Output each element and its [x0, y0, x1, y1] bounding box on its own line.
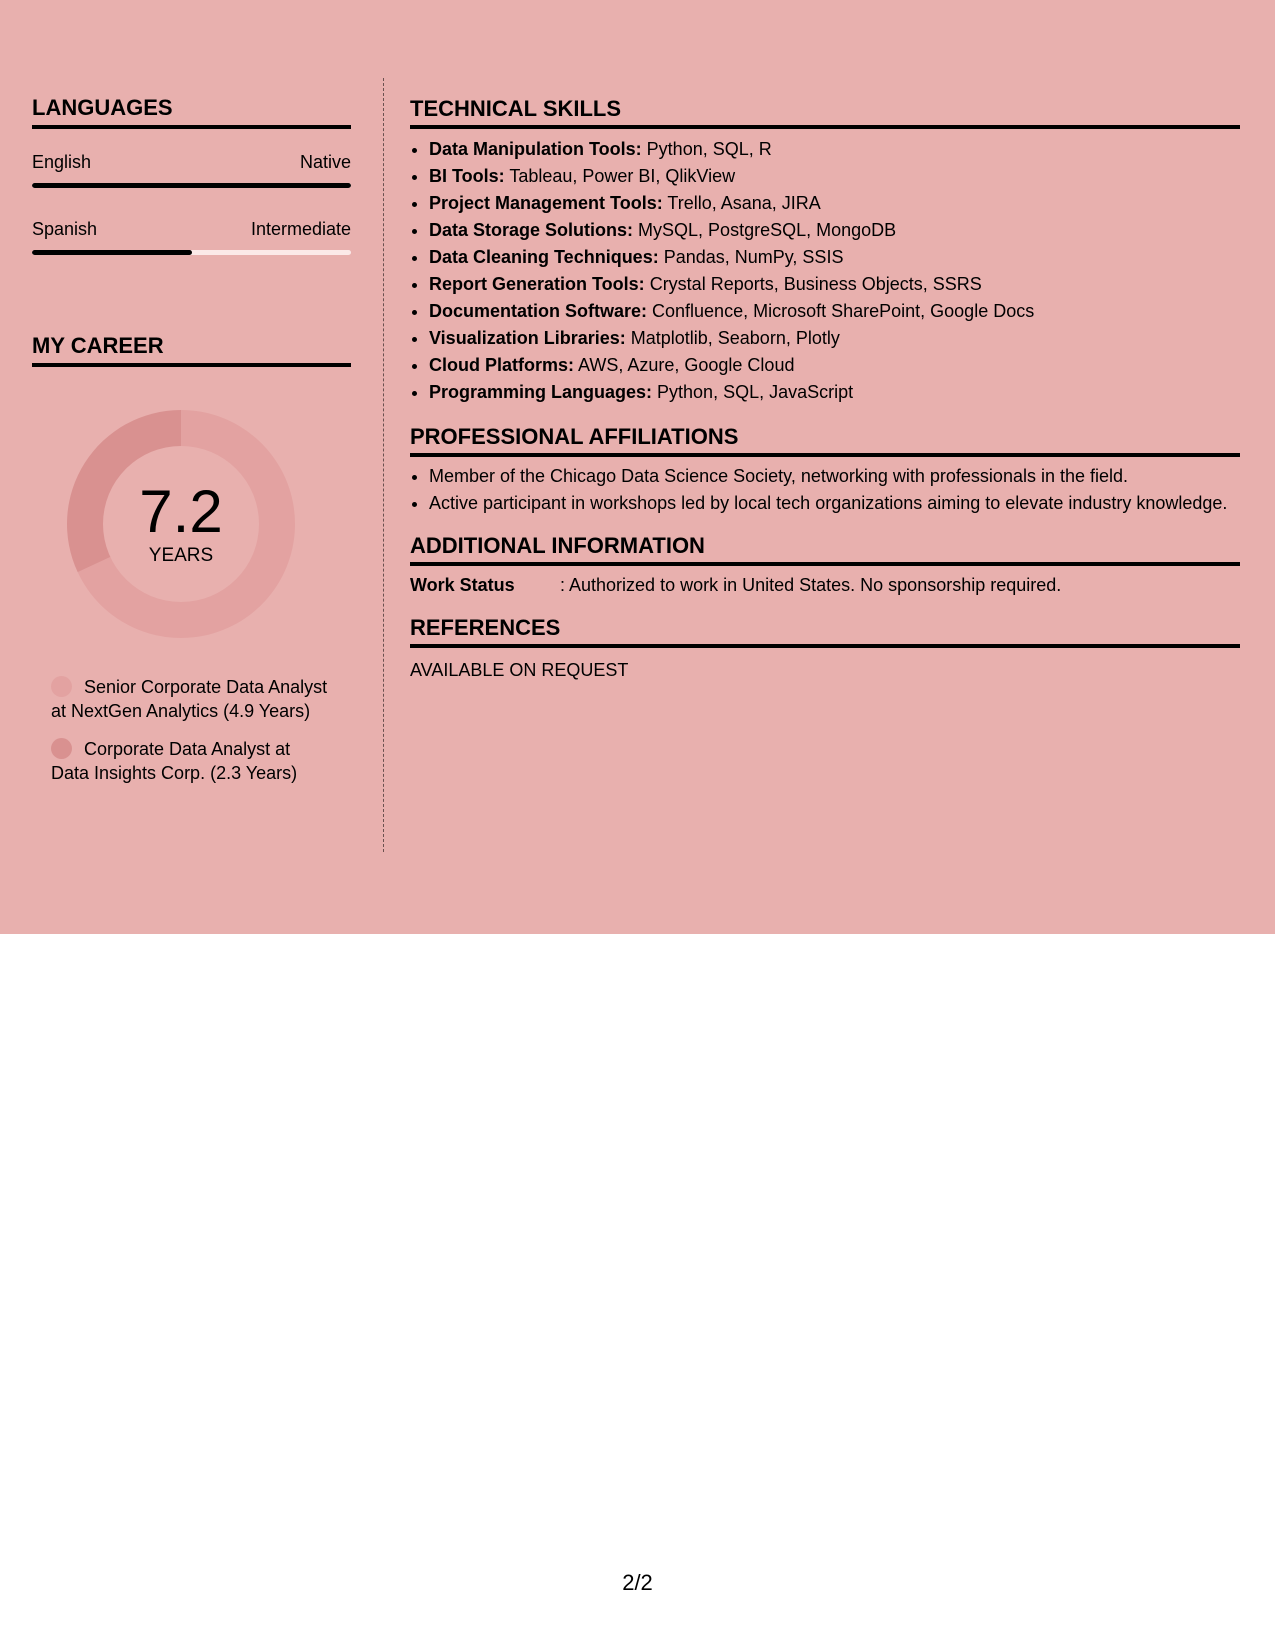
- column-divider: [383, 78, 384, 852]
- career-heading: MY CAREER: [32, 333, 351, 367]
- skill-item: [429, 379, 1240, 406]
- work-status-label: Work Status: [410, 575, 515, 595]
- skill-item: [429, 190, 1240, 217]
- skill-value: Trello, Asana, JIRA: [662, 193, 821, 213]
- skill-label: Documentation Software:: [429, 301, 648, 321]
- skill-label: Programming Languages:: [429, 382, 653, 402]
- work-status-value: : Authorized to work in United States. No sponsorship required.: [560, 575, 1062, 595]
- career-legend: [51, 675, 331, 785]
- skill-item: [429, 136, 1240, 163]
- skill-value: Python, SQL, JavaScript: [652, 382, 854, 402]
- career-section: [32, 333, 351, 785]
- additional-info-section: [410, 533, 1240, 597]
- skill-label: Data Manipulation Tools:: [429, 139, 642, 159]
- right-column: [410, 96, 1240, 700]
- additional-info-heading: ADDITIONAL INFORMATION: [410, 533, 1240, 566]
- skills-section: [410, 96, 1240, 406]
- skill-label: Report Generation Tools:: [429, 274, 645, 294]
- affiliations-heading: PROFESSIONAL AFFILIATIONS: [410, 424, 1240, 457]
- references-section: [410, 615, 1240, 682]
- skills-heading: TECHNICAL SKILLS: [410, 96, 1240, 129]
- career-total-unit: YEARS: [148, 545, 214, 566]
- skill-label: Data Storage Solutions:: [429, 220, 634, 240]
- left-column: [32, 95, 351, 799]
- skill-item: [429, 271, 1240, 298]
- legend-item: [51, 675, 331, 723]
- skill-value: Tableau, Power BI, QlikView: [504, 166, 736, 186]
- skill-value: Pandas, NumPy, SSIS: [658, 247, 844, 267]
- languages-heading: LANGUAGES: [32, 95, 351, 129]
- language-level: Intermediate: [250, 219, 351, 239]
- career-donut-chart: [66, 409, 296, 639]
- legend-item: [51, 737, 331, 785]
- skill-value: Crystal Reports, Business Objects, SSRS: [644, 274, 982, 294]
- skill-label: Project Management Tools:: [429, 193, 663, 213]
- language-proficiency-fill: [32, 183, 351, 188]
- language-proficiency-fill: [32, 250, 192, 255]
- skill-item: [429, 298, 1240, 325]
- legend-label: Senior Corporate Data Analyst at NextGen Analytics (4.9 Years): [51, 677, 328, 721]
- legend-dot-icon: [51, 738, 72, 759]
- skill-item: [429, 163, 1240, 190]
- work-status-row: [410, 573, 1240, 597]
- affiliations-list: [410, 464, 1240, 515]
- skills-list: [410, 136, 1240, 406]
- language-name: Spanish: [32, 219, 98, 239]
- references-heading: REFERENCES: [410, 615, 1240, 648]
- affiliation-item: • Active participant in workshops led by local tech organizations aiming to elevate industry knowledge.: [429, 491, 1240, 515]
- language-item-spanish: [32, 218, 351, 255]
- donut-center-label: [66, 409, 296, 639]
- skill-item: [429, 352, 1240, 379]
- language-row: [32, 218, 351, 240]
- skill-value: Matplotlib, Seaborn, Plotly: [625, 328, 840, 348]
- language-proficiency-bar: [32, 250, 351, 255]
- page-number: 2/2: [622, 1570, 653, 1595]
- skill-item: [429, 244, 1240, 271]
- skill-label: Cloud Platforms:: [429, 355, 575, 375]
- skill-label: Data Cleaning Techniques:: [429, 247, 659, 267]
- language-name: English: [32, 152, 92, 172]
- skill-value: AWS, Azure, Google Cloud: [574, 355, 795, 375]
- career-total-value: 7.2: [139, 478, 223, 545]
- language-row: [32, 151, 351, 173]
- references-text: AVAILABLE ON REQUEST: [410, 660, 629, 680]
- skill-label: Visualization Libraries:: [429, 328, 626, 348]
- legend-label: Corporate Data Analyst at Data Insights Corp. (2.3 Years): [51, 739, 298, 783]
- legend-dot-icon: [51, 676, 72, 697]
- affiliation-item: • Member of the Chicago Data Science Society, networking with professionals in the field.: [429, 464, 1240, 488]
- affiliations-section: [410, 424, 1240, 515]
- skill-value: Confluence, Microsoft SharePoint, Google Docs: [647, 301, 1035, 321]
- language-level: Native: [299, 152, 351, 172]
- skill-item: [429, 325, 1240, 352]
- languages-section: [32, 95, 351, 255]
- language-proficiency-bar: [32, 183, 351, 188]
- skill-value: Python, SQL, R: [641, 139, 772, 159]
- skill-value: MySQL, PostgreSQL, MongoDB: [633, 220, 897, 240]
- language-item-english: [32, 151, 351, 188]
- skill-label: BI Tools:: [429, 166, 505, 186]
- skill-item: [429, 217, 1240, 244]
